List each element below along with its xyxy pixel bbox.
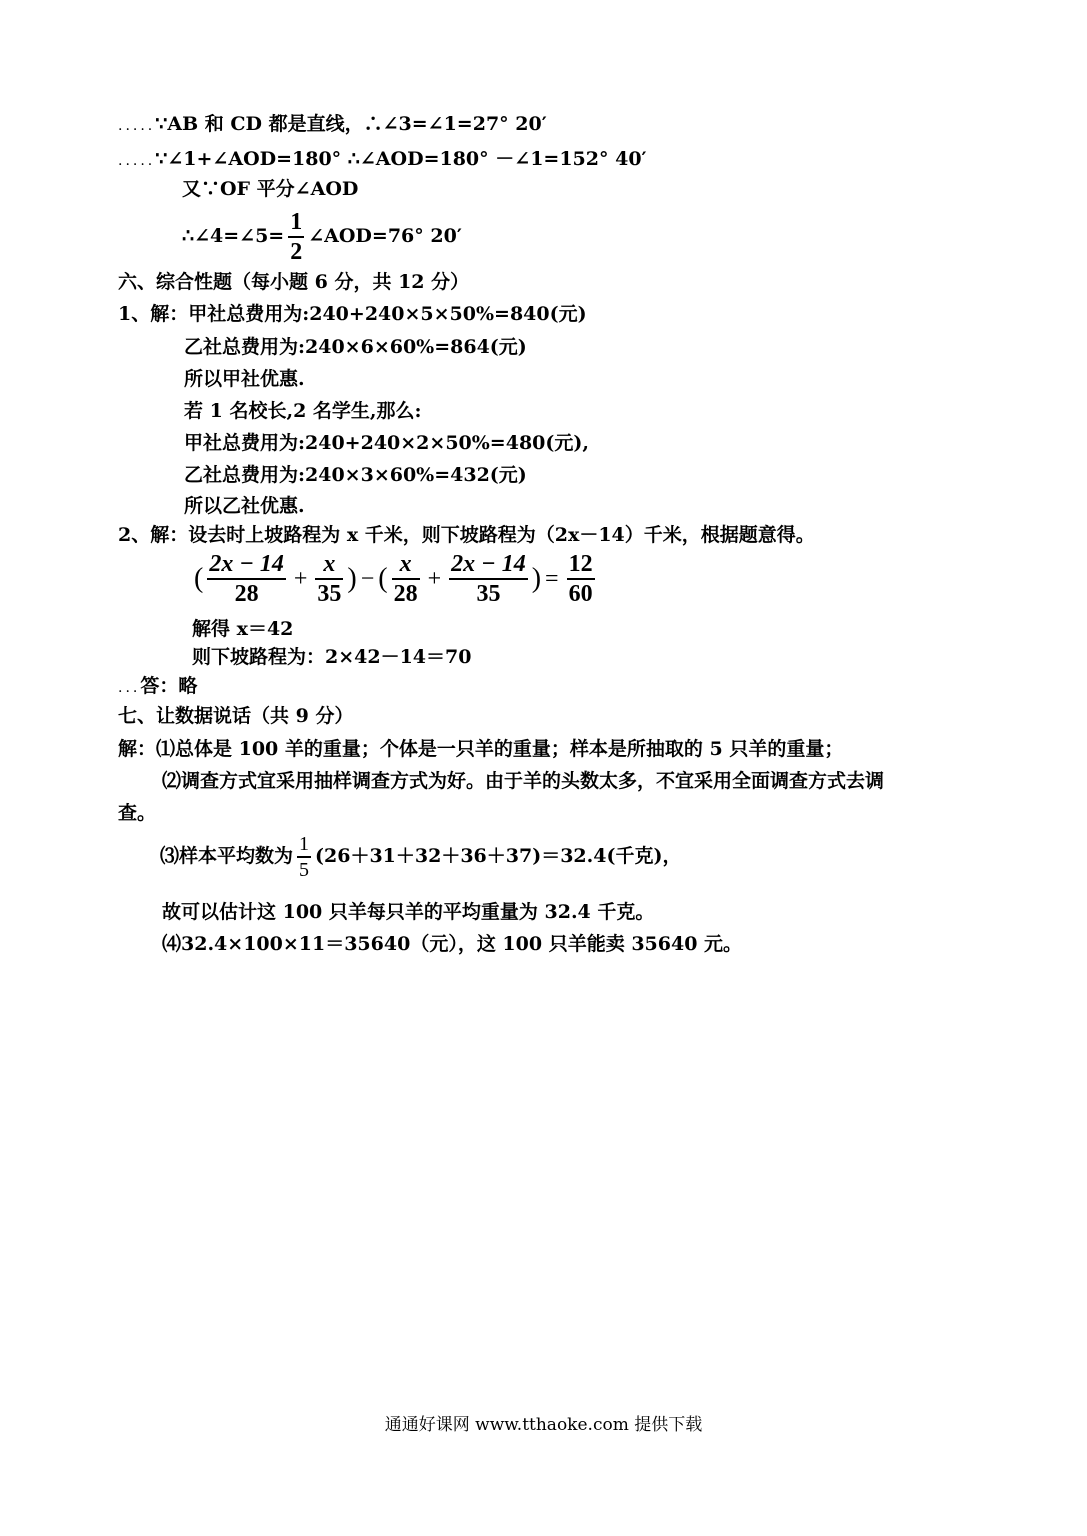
q1-line-c: 所以甲社优惠. xyxy=(184,368,305,390)
fraction: $\frac{12}{60}$ xyxy=(568,551,593,607)
line-text: ∵∠1+∠AOD=180° ∴∠AOD=180° －∠1=152° 40′ xyxy=(155,148,647,170)
fraction: $\frac{2x - 14}{28}$ xyxy=(209,551,284,607)
s7-line-d: ⑶样本平均数为 $\frac{1}{5}$ (26＋31＋32＋36＋37)＝32.4(千克)， xyxy=(160,833,682,881)
q1-line-f: 乙社总费用为:240×3×60%=432(元) xyxy=(184,464,527,486)
s7-line-c: 查。 xyxy=(118,802,157,824)
line-angle-half: ∴∠4=∠5= $\frac{1}{2}$ ∠AOD=76° 20′ xyxy=(182,209,462,265)
line-of-bisect: 又∵OF 平分∠AOD xyxy=(182,178,359,200)
q2-line-a: 2、解：设去时上坡路程为 x 千米，则下坡路程为（2x－14）千米，根据题意得。 xyxy=(118,524,815,546)
fraction: $\frac{x}{28}$ xyxy=(393,551,418,607)
section-seven-title: 七、让数据说话（共 9 分） xyxy=(118,705,354,727)
q2-line-b: 解得 x＝42 xyxy=(192,618,294,640)
fraction: $\frac{x}{35}$ xyxy=(317,551,342,607)
page-footer: 通通好课网 www.tthaoke.com 提供下载 xyxy=(384,1415,703,1435)
s7-line-e: 故可以估计这 100 只羊每只羊的平均重量为 32.4 千克。 xyxy=(162,901,655,923)
line-angle-sum: .....∵∠1+∠AOD=180° ∴∠AOD=180° －∠1=152° 40′ xyxy=(118,148,647,170)
fraction: $\frac{2x - 14}{35}$ xyxy=(451,551,526,607)
q1-line-d: 若 1 名校长,2 名学生,那么: xyxy=(184,400,422,422)
q1-line-a: 1、解：甲社总费用为:240+240×5×50%=840(元) xyxy=(118,303,587,325)
section-six-title: 六、综合性题（每小题 6 分，共 12 分） xyxy=(118,271,470,293)
q1-line-b: 乙社总费用为:240×6×60%=864(元) xyxy=(184,336,527,358)
s7-line-b: ⑵调查方式宜采用抽样调查方式为好。由于羊的头数太多，不宜采用全面调查方式去调 xyxy=(162,770,885,792)
line-text: ∵AB 和 CD 都是直线，∴∠3=∠1=27° 20′ xyxy=(155,113,547,135)
fraction-half: $\frac{1}{2}$ xyxy=(290,209,303,265)
fraction-fifth: $\frac{1}{5}$ xyxy=(299,833,310,881)
s7-line-a: 解：⑴总体是 100 羊的重量；个体是一只羊的重量；样本是所抽取的 5 只羊的重量； xyxy=(118,738,844,760)
q1-line-e: 甲社总费用为:240+240×2×50%=480(元), xyxy=(184,432,589,454)
s7-line-f: ⑷32.4×100×11＝35640（元），这 100 只羊能卖 35640 元。 xyxy=(162,933,743,955)
equation: ( $\frac{2x - 14}{28}$ + $\frac{x}{35}$ ) − ( $\frac{x}{28}$ + $\frac{2x - 14}{35}$ ) = $\frac{12}{60}$ xyxy=(194,551,593,607)
q2-answer: ...答：略 xyxy=(118,675,198,697)
q1-line-g: 所以乙社优惠. xyxy=(184,495,305,517)
q2-line-c: 则下坡路程为：2×42－14＝70 xyxy=(192,646,472,668)
line-ab-cd: .....∵AB 和 CD 都是直线，∴∠3=∠1=27° 20′ xyxy=(118,113,547,135)
